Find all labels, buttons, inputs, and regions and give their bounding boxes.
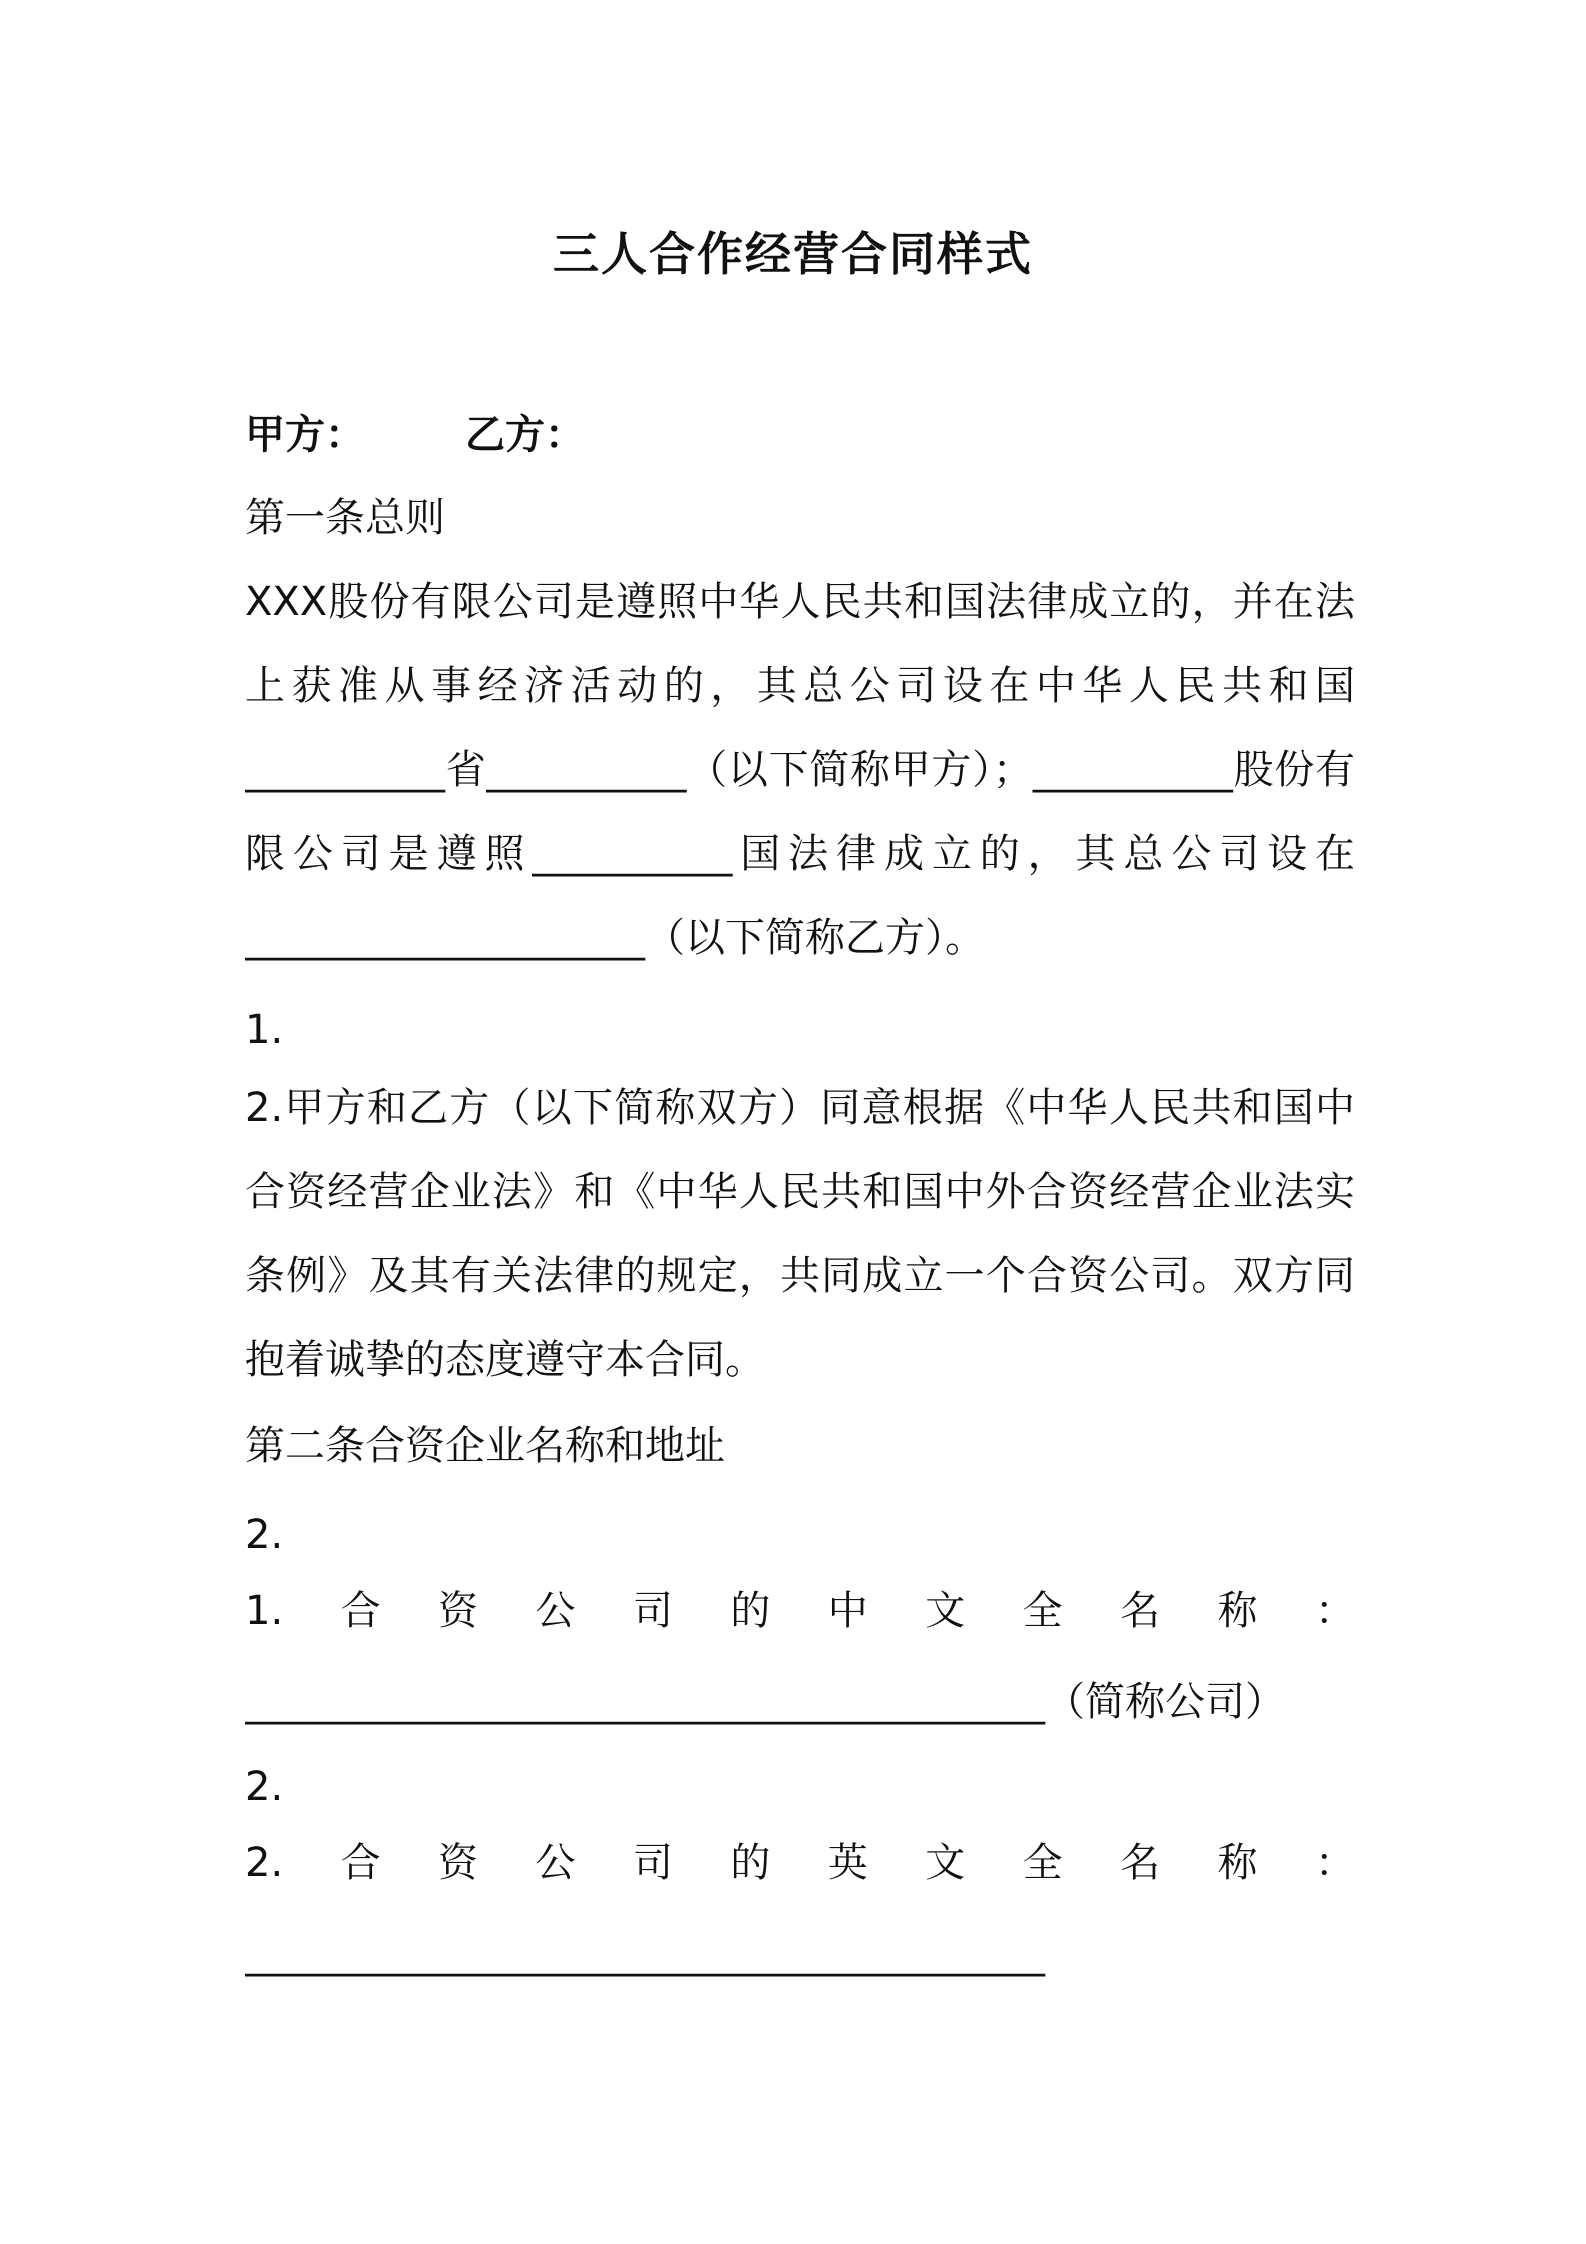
paragraph-2-line-4: 抱着诚挚的态度遵守本合同。 — [245, 1337, 765, 1383]
paragraph-2-line-1: 2.甲方和乙方（以下简称双方）同意根据《中华人民共和国中 — [245, 1085, 1355, 1131]
party-a-label: 甲方： — [245, 412, 365, 458]
paragraph-1-line-2: 上获准从事经济活动的，其总公司设在中华人民共和国 — [245, 663, 1355, 709]
english-name-label: 2.合资公司的英文全名称： — [245, 1840, 1355, 1886]
chinese-name-blank: ________________________________________（简称公司） — [245, 1679, 1285, 1725]
party-b-label: 乙方： — [465, 412, 585, 458]
parties-row — [245, 405, 1355, 465]
item-2a-number: 2. — [245, 1512, 284, 1558]
paragraph-1-line-4: 限公司是遵照__________国法律成立的，其总公司设在 — [245, 831, 1355, 877]
article-1-heading: 第一条总则 — [245, 495, 445, 541]
document-title: 三人合作经营合同样式 — [553, 227, 1033, 281]
paragraph-1-line-5: ____________________（以下简称乙方）。 — [245, 915, 985, 961]
paragraph-1-line-1: XXX股份有限公司是遵照中华人民共和国法律成立的，并在法 — [245, 579, 1355, 625]
article-2-heading: 第二条合资企业名称和地址 — [245, 1423, 725, 1469]
item-1-number: 1. — [245, 1007, 284, 1053]
paragraph-2-line-2: 合资经营企业法》和《中华人民共和国中外合资经营企业法实 — [245, 1169, 1355, 1215]
paragraph-2-line-3: 条例》及其有关法律的规定，共同成立一个合资公司。双方同 — [245, 1253, 1355, 1299]
english-name-blank: ________________________________________ — [245, 1931, 1045, 1977]
paragraph-1-line-3: __________省__________（以下简称甲方）；__________股份有 — [245, 747, 1355, 793]
chinese-name-label: 1.合资公司的中文全名称： — [245, 1588, 1355, 1634]
item-2b-number: 2. — [245, 1764, 284, 1810]
